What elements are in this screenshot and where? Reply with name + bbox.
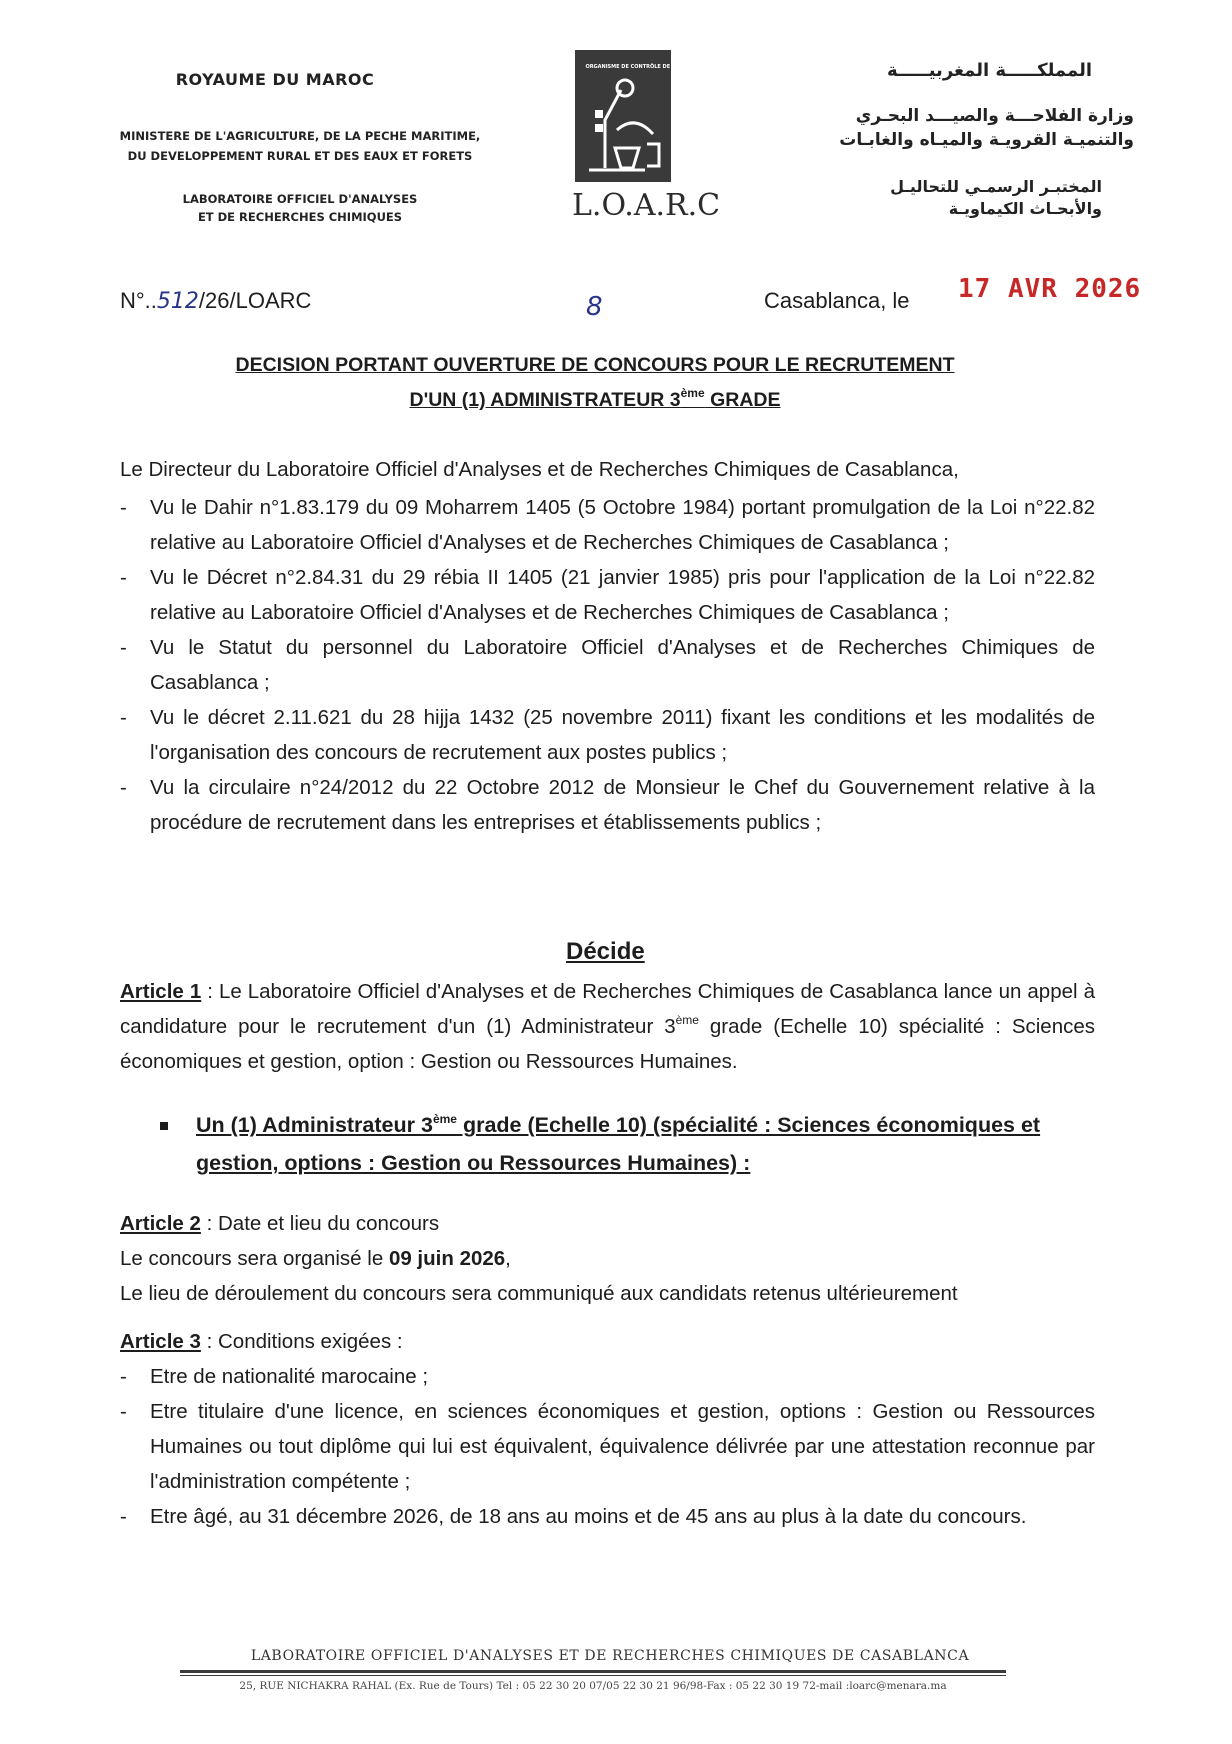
reference-number xyxy=(120,288,311,314)
footer-address: 25, RUE NICHAKRA RAHAL (Ex. Rue de Tours) Tel : 05 22 30 20 07/05 22 30 21 96/98-Fax : 05 22 30 19 72-mail :loarc@menara.ma xyxy=(239,1680,947,1692)
bullet-square-icon xyxy=(160,1122,168,1130)
arabic-laboratory xyxy=(832,176,1102,220)
position-title: Un (1) Administrateur 3ème grade (Echelle 10) (spécialité : Sciences économiques et gestion, options : Gestion ou Ressources Humaines) : xyxy=(196,1112,1041,1175)
title-line-1: DECISION PORTANT OUVERTURE DE CONCOURS POUR LE RECRUTEMENT xyxy=(235,354,955,376)
arabic-ministry-line-1: وزارة الفلاحـــة والصيـــد البحـري xyxy=(855,106,1134,126)
article-3-label: Article 3 xyxy=(120,1330,201,1353)
arabic-laboratory-line-1: المختبـر الرسمـي للتحاليـل xyxy=(890,177,1102,196)
decision-title xyxy=(200,348,990,418)
arabic-ministry xyxy=(814,104,1134,152)
legal-reference-item: - Vu le Statut du personnel du Laboratoire Officiel d'Analyses et de Recherches Chimiques de Casablanca ; xyxy=(120,630,1095,700)
arabic-ministry-line-2: والتنميـة القرويـة والميـاه والغابـات xyxy=(839,130,1134,150)
reference-prefix: N°.. xyxy=(120,288,157,313)
condition-item: - Etre de nationalité marocaine ; xyxy=(120,1359,1095,1394)
laboratory-name xyxy=(140,190,460,226)
decide-heading: Décide xyxy=(566,938,645,965)
article-2-date-line: Le concours sera organisé le 09 juin 2026, xyxy=(120,1247,511,1270)
microscope-icon xyxy=(575,50,705,182)
reference-handwritten-number: 512 xyxy=(156,289,199,314)
article-3-heading: Article 3 : Conditions exigées : xyxy=(120,1330,403,1353)
footer-organization: LABORATOIRE OFFICIEL D'ANALYSES ET DE RECHERCHES CHIMIQUES DE CASABLANCA xyxy=(250,1648,970,1664)
ministry-line-1: MINISTERE DE L'AGRICULTURE, DE LA PECHE MARITIME, xyxy=(119,129,481,143)
legal-reference-item: - Vu le Décret n°2.84.31 du 29 rébia II 1405 (21 janvier 1985) pris pour l'application de la Loi n°22.82 relative au Laboratoire Officiel d'Analyses et de Recherches Chimiques de Casablanca ; xyxy=(120,560,1095,630)
article-2-label: Article 2 xyxy=(120,1212,201,1235)
legal-reference-item: - Vu la circulaire n°24/2012 du 22 Octobre 2012 de Monsieur le Chef du Gouvernement relative à la procédure de recrutement dans les entreprises et établissements publics ; xyxy=(120,770,1095,840)
preamble-intro: Le Directeur du Laboratoire Officiel d'Analyses et de Recherches Chimiques de Casablanca, xyxy=(120,458,959,481)
legal-references-list xyxy=(120,490,1095,840)
concours-date: 09 juin 2026 xyxy=(388,1247,506,1270)
ministry-line-2: DU DEVELOPPEMENT RURAL ET DES EAUX ET FORETS xyxy=(127,149,473,163)
condition-item: - Etre titulaire d'une licence, en sciences économiques et gestion, options : Gestion ou Ressources Humaines ou tout diplôme qui lui est équivalent, équivalence délivrée par une attestation reconnue par l'administration compétente ; xyxy=(120,1394,1095,1499)
arabic-laboratory-line-2: والأبحـاث الكيماويـة xyxy=(948,199,1102,218)
footer-rule xyxy=(180,1670,1006,1673)
ministry-name xyxy=(100,126,500,166)
condition-item: - Etre âgé, au 31 décembre 2026, de 18 ans au moins et de 45 ans au plus à la date du concours. xyxy=(120,1499,1095,1534)
reference-suffix: /26/LOARC xyxy=(198,288,312,313)
royaume-heading: ROYAUME DU MAROC xyxy=(175,70,375,89)
article-2-location-line: Le lieu de déroulement du concours sera communiqué aux candidats retenus ultérieurement xyxy=(120,1282,958,1305)
article-1-label: Article 1 xyxy=(120,980,202,1003)
article-2 xyxy=(120,1206,1095,1311)
article-3 xyxy=(120,1324,1095,1534)
article-2-heading: Article 2 : Date et lieu du concours xyxy=(120,1212,440,1235)
loarc-logo xyxy=(575,50,705,182)
legal-reference-item: - Vu le décret 2.11.621 du 28 hijja 1432 (25 novembre 2011) fixant les conditions et les modalités de l'organisation des concours de recrutement aux postes publics ; xyxy=(120,700,1095,770)
laboratory-line-1: LABORATOIRE OFFICIEL D'ANALYSES xyxy=(182,192,418,206)
logo-wordmark: L.O.A.R.C xyxy=(572,188,721,223)
footer-rule-thin xyxy=(180,1675,1006,1676)
handwritten-mark: 8 xyxy=(586,292,603,322)
date-stamp: 17 AVR 2026 xyxy=(958,274,1142,304)
city-date-label: Casablanca, le xyxy=(764,288,910,313)
arabic-kingdom: المملكـــــة المغربيـــــة xyxy=(887,60,1092,81)
legal-reference-item: - Vu le Dahir n°1.83.179 du 09 Moharrem 1405 (5 Octobre 1984) portant promulgation de la Loi n°22.82 relative au Laboratoire Officiel d'Analyses et de Recherches Chimiques de Casablanca ; xyxy=(120,490,1095,560)
position-bullet xyxy=(162,1106,1092,1182)
title-line-2: D'UN (1) ADMINISTRATEUR 3ème GRADE xyxy=(409,386,781,411)
article-1: Article 1 : Le Laboratoire Officiel d'Analyses et de Recherches Chimiques de Casablanca lance un appel à candidature pour le recrutement d'un (1) Administrateur 3ème grade (Echelle 10) spécialité : Sciences économiques et gestion, option : Gestion ou Ressources Humaines. xyxy=(120,980,1095,1073)
laboratory-line-2: ET DE RECHERCHES CHIMIQUES xyxy=(197,210,403,224)
logo-caption: ORGANISME DE CONTRÔLE DE LA QUALITÉ xyxy=(585,64,705,70)
